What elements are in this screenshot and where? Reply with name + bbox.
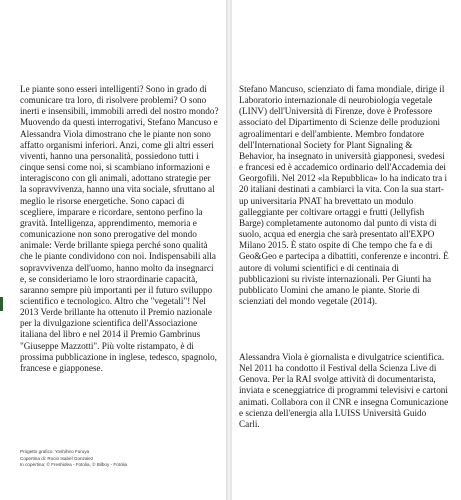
front-flap [0, 0, 226, 500]
book-description-text: Le piante sono esseri intelligenti? Sono in grado di comunicare tra loro, di risolvere problemi? O sono inerti e insensibili, immobili arredi del nostro mondo? Muovendo da questi interrogativi, Stefano Mancuso e Alessandra Viola dimostrano che le piante non sono affatto organismi inferiori. Anzi, come gli altri esseri viventi, hanno una personalità, possiedono tutti i cinque sensi come noi, si scambiano informazioni e interagiscono con gli animali, adottano strategie per la sopravvivenza, hanno una vita sociale, sfruttano al meglio le risorse energetiche. Sono capaci di scegliere, imparare e ricordare, sentono perfino la gravità. Intelligenza, apprendimento, memoria e comunicazione non sono prerogative del mondo animale: Verde brillante spiega perché sono qualità che le piante condividono con noi. Indispensabili alla sopravvivenza dell'uomo, hanno molto da insegnarci e, se consideriamo le loro straordinarie capacità, saranno sempre più importanti per il futuro sviluppo scientifico e tecnologico. Altro che "vegetali"! Nel 2013 Verde brillante ha ottenuto il Premio nazionale per la divulgazione scientifica dell'Associazione italiana del libro e nel 2014 il Premio Gambrinus "Giuseppe Mazzotti". Più volte ristampato, è di prossima pubblicazione in inglese, tedesco, spagnolo, francese e giapponese. [20, 84, 219, 373]
credit-images: In copertina: © Freshidea - Fotolia, © Bilboy - Fotolia [20, 462, 128, 467]
author-bio [239, 84, 449, 307]
coauthor-bio [239, 352, 449, 430]
back-flap [232, 0, 461, 500]
credit-cover: Copertina di: Rocio Isabel Gonzalez [20, 455, 94, 461]
credit-design: Progetto grafico: Yoshihiro Furuya [20, 449, 90, 454]
cover-edge-mark [0, 297, 3, 311]
coauthor-bio-text: Alessandra Viola è giornalista e divulgatrice scientifica. Nel 2011 ha condotto il Festival della Scienza Live di Genova. Per la RAI svolge attività di documentarista, inviata e sceneggiatrice di programmi televisivi e cartoni animati. Collabora con il CNR e insegna Comunicazione e scienza dell'energia alla LUISS Università Guido Carli. [239, 352, 449, 429]
book-description [20, 84, 219, 374]
cover-credits [20, 449, 215, 469]
author-bio-text: Stefano Mancuso, scienziato di fama mondiale, dirige il Laboratorio internazionale di neurobiologia vegetale (LINV) dell'Università di Firenze, dove è Professore associato del Dipartimento di Scienze delle produzioni agroalimentari e dell'ambiente. Membro fondatore dell'International Society for Plant Signaling & Behavior, ha insegnato in università giapponesi, svedesi e francesi ed è accademico ordinario dell'Accademia dei Georgofili. Nel 2012 «la Repubblica» lo ha indicato tra i 20 italiani destinati a cambiarci la vita. Con la sua start-up universitaria PNAT ha brevettato un modulo galleggiante per coltivare ortaggi e frutti (Jellyfish Barge) completamente autonomo dal punto di vista di suolo, acqua ed energia che sarà presentato all'EXPO Milano 2015. È stato ospite di Che tempo che fa e di Geo&Geo e partecipa a dibattiti, conferenze e incontri. È autore di volumi scientifici e di centinaia di pubblicazioni su riviste internazionali. Per Giunti ha pubblicato Uomini che amano le piante. Storie di scienziati del mondo vegetale (2014). [239, 84, 449, 306]
